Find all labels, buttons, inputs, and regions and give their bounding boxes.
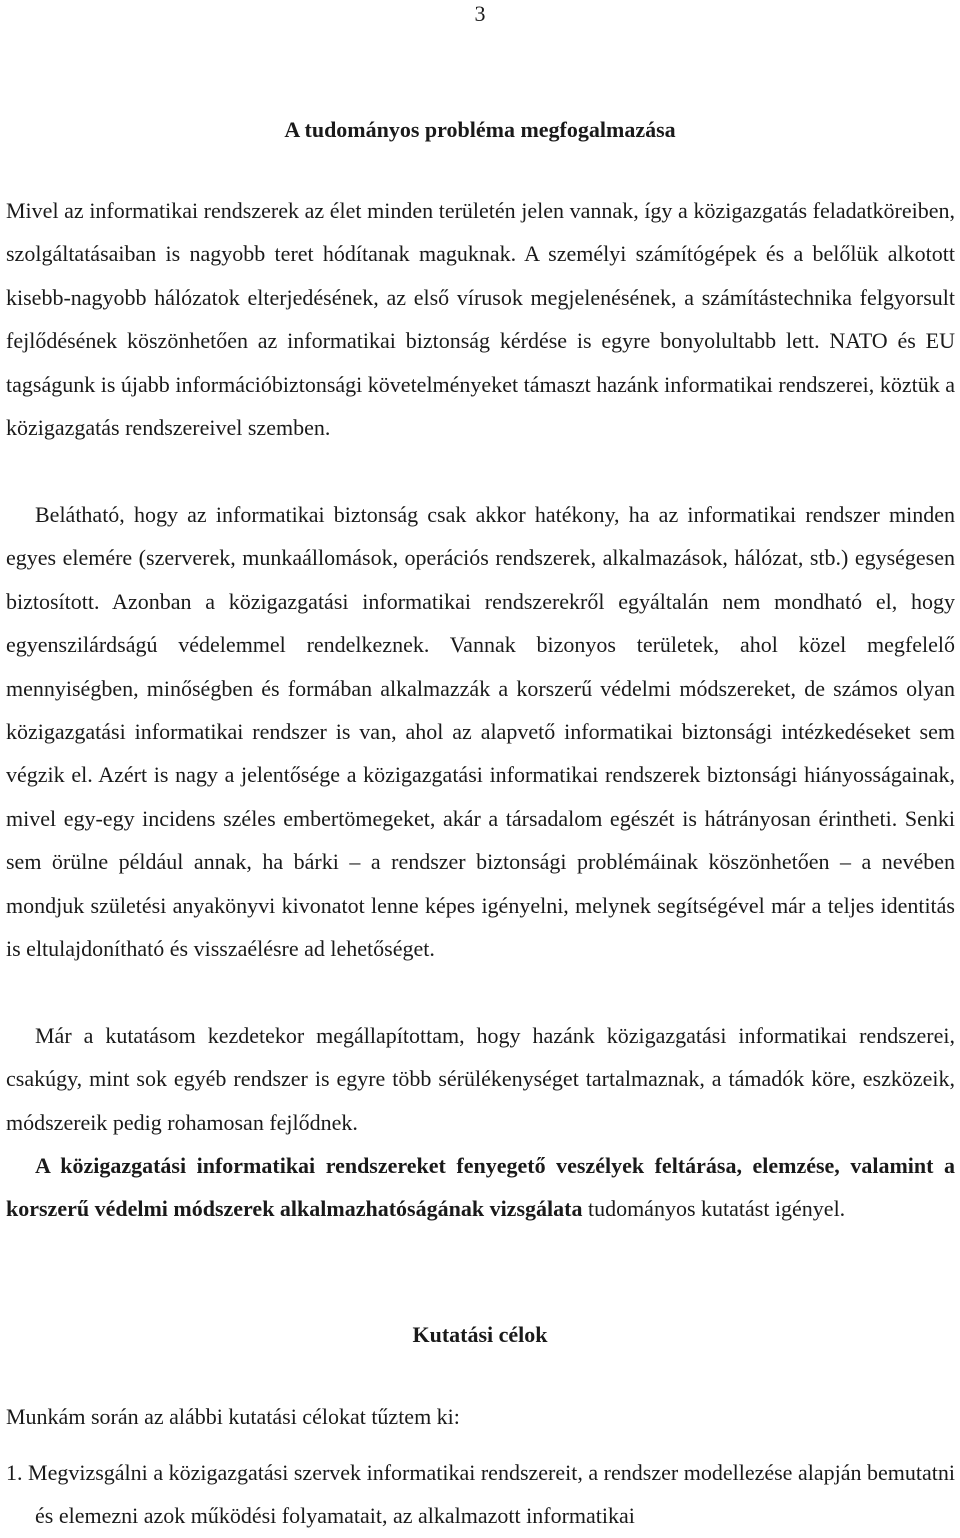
paragraph-4-rest: tudományos kutatást igényel. <box>582 1196 846 1222</box>
page-number: 3 <box>474 1 486 26</box>
paragraph-4 <box>6 1144 955 1231</box>
section-title-problem: A tudományos probléma megfogalmazása <box>284 117 676 142</box>
section-title-goals: Kutatási célok <box>412 1322 548 1347</box>
goals-intro: Munkám során az alábbi kutatási célokat tűztem ki: <box>6 1404 460 1429</box>
paragraph-1: Mivel az informatikai rendszerek az élet minden területén jelen vannak, így a közigazgatás feladatköreiben, szolgáltatásaiban is nagyobb teret hódítanak maguknak. A személyi számítógépek és a belőlük alkotott kisebb-nagyobb hálózatok elterjedésének, az első vírusok megjelenésének, a számítástechnika felgyorsult fejlődésének köszönhetően az informatikai biztonság kérdése is egyre bonyolultabb lett. NATO és EU tagságunk is újabb információbiztonsági követelményeket támaszt hazánk informatikai rendszerei, köztük a közigazgatás rendszereivel szemben. <box>6 198 955 441</box>
paragraph-2: Belátható, hogy az informatikai biztonság csak akkor hatékony, ha az informatikai rendszer minden egyes elemére (szerverek, munkaállomások, operációs rendszerek, alkalmazások, hálózat, stb.) egységesen biztosított. Azonban a közigazgatási informatikai rendszerekről egyáltalán nem mondható el, hogy egyenszilárdságú védelemmel rendelkeznek. Vannak bizonyos területek, ahol közel megfelelő mennyiségben, minőségben és formában alkalmazzák a korszerű védelmi módszereket, de számos olyan közigazgatási informatikai rendszer is van, ahol az alapvető informatikai biztonsági intézkedéseket sem végzik el. Azért is nagy a jelentősége a közigazgatási informatikai rendszerek biztonsági hiányosságainak, mivel egy-egy incidens széles embertömegeket, akár a társadalom egészét is hátrányosan érintheti. Senki sem örülne például annak, ha bárki – a rendszer biztonsági problémáinak köszönhetően – a nevében mondjuk születési anyakönyvi kivonatot lenne képes igényelni, melynek segítségével már a teljes identitás is eltulajdonítható és visszaélésre ad lehetőséget. <box>6 502 955 962</box>
paragraph-3: Már a kutatásom kezdetekor megállapítottam, hogy hazánk közigazgatási informatikai rendszerei, csakúgy, mint sok egyéb rendszer is egyre több sérülékenységet tartalmaznak, a támadók köre, eszközeik, módszereik pedig rohamosan fejlődnek. <box>6 1023 955 1135</box>
paragraph-4-emphasis: A közigazgatási informatikai rendszereket fenyegető veszélyek feltárása, elemzése, valamint a korszerű védelmi módszerek alkalmazhatóságának vizsgálata <box>6 1153 955 1222</box>
goal-list-item-1: 1. Megvizsgálni a közigazgatási szervek informatikai rendszereit, a rendszer modellezése alapján bemutatni és elemezni azok működési folyamatait, az alkalmazott informatikai <box>6 1460 955 1529</box>
